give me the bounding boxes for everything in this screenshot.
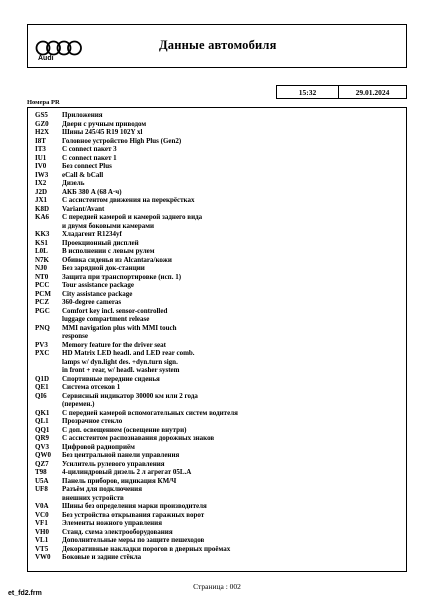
table-row bbox=[28, 553, 406, 562]
table-row bbox=[28, 145, 406, 154]
pr-code: QV3 bbox=[35, 442, 49, 451]
pr-code: K8D bbox=[35, 204, 49, 213]
pr-code: T98 bbox=[35, 468, 47, 476]
pr-description: АКБ 380 A (68 A·ч) bbox=[62, 187, 122, 196]
pr-description: lamps w/ dyn.light des. +dyn.turn sign. bbox=[62, 357, 178, 366]
time-cell: 15:32 bbox=[277, 86, 339, 98]
table-row bbox=[28, 332, 406, 341]
pr-description: Comfort key incl. sensor-controlled bbox=[62, 306, 168, 315]
table-row bbox=[28, 264, 406, 273]
timestamp-row bbox=[276, 85, 407, 99]
pr-description: Система отсеков 1 bbox=[62, 383, 121, 391]
table-row bbox=[28, 222, 406, 231]
pr-code: I8T bbox=[35, 136, 46, 145]
pr-description: HD Matrix LED headl. and LED rear comb. bbox=[62, 349, 195, 357]
pr-description: Memory feature for the driver seat bbox=[62, 340, 166, 349]
pr-description: C connect пакет 1 bbox=[62, 153, 117, 162]
table-row bbox=[28, 400, 406, 409]
pr-description: Панель приборов, индикация КМ/Ч bbox=[62, 476, 177, 485]
document-header bbox=[27, 24, 407, 68]
pr-description: Головное устройство High Plus (Gen2) bbox=[62, 136, 182, 145]
table-row bbox=[28, 213, 406, 222]
pr-code: IT3 bbox=[35, 145, 46, 153]
pr-description: С передней камерой и камерой заднего вида bbox=[62, 213, 203, 221]
pr-code: VW0 bbox=[35, 553, 51, 561]
pr-code: QQ1 bbox=[35, 425, 50, 434]
table-row bbox=[28, 494, 406, 503]
table-row bbox=[28, 528, 406, 537]
table-row bbox=[28, 171, 406, 180]
table-row bbox=[28, 434, 406, 443]
pr-code: GZ0 bbox=[35, 119, 49, 128]
table-row bbox=[28, 375, 406, 384]
form-file-name: et_fd2.frm bbox=[8, 590, 42, 597]
table-row bbox=[28, 536, 406, 545]
table-row bbox=[28, 298, 406, 307]
logo-wordmark: Audi bbox=[38, 55, 54, 62]
pr-description: Шины без определения марки производителя bbox=[62, 502, 207, 510]
pr-code: UF8 bbox=[35, 485, 48, 493]
date-cell: 29.01.2024 bbox=[355, 87, 390, 97]
pr-description: Разъём для подключения bbox=[62, 485, 143, 493]
pr-code: IX2 bbox=[35, 179, 47, 187]
table-row bbox=[28, 290, 406, 299]
pr-code: PGC bbox=[35, 306, 50, 315]
pr-code: IV0 bbox=[35, 162, 47, 170]
section-label: Номера PR bbox=[27, 99, 60, 106]
table-row bbox=[28, 281, 406, 290]
table-row bbox=[28, 519, 406, 528]
pr-code bbox=[28, 494, 62, 503]
table-row bbox=[28, 179, 406, 188]
table-row bbox=[28, 417, 406, 426]
pr-code: PV3 bbox=[35, 340, 48, 349]
table-row bbox=[28, 545, 406, 554]
table-row bbox=[28, 477, 406, 486]
pr-code: QE1 bbox=[35, 383, 49, 391]
pr-description: Без центральной панели управления bbox=[62, 451, 180, 459]
table-row bbox=[28, 154, 406, 163]
pr-description: MMI navigation plus with MMI touch bbox=[62, 323, 177, 332]
pr-description: Спортивные передние сиденья bbox=[62, 374, 160, 383]
table-row bbox=[28, 307, 406, 316]
pr-code: PCC bbox=[35, 281, 50, 289]
pr-code: IU1 bbox=[35, 153, 47, 162]
pr-code: KA6 bbox=[35, 213, 49, 221]
table-row bbox=[28, 409, 406, 418]
pr-description: Tour assistance package bbox=[62, 281, 134, 289]
page-number: Страница : 002 bbox=[193, 582, 241, 591]
table-row bbox=[28, 162, 406, 171]
pr-code: PNQ bbox=[35, 323, 50, 332]
pr-description: Без connect Plus bbox=[62, 162, 112, 170]
pr-code: QW0 bbox=[35, 451, 51, 459]
pr-code: H2X bbox=[35, 128, 49, 136]
pr-code: GS5 bbox=[35, 111, 48, 119]
pr-description: С передней камерой вспомогательных систем водителя bbox=[62, 408, 238, 417]
pr-description: внешних устройств bbox=[62, 493, 124, 502]
table-row bbox=[28, 315, 406, 324]
pr-code bbox=[28, 358, 62, 367]
pr-code bbox=[28, 315, 62, 324]
pr-description: С доп. освещением (освещение внутри) bbox=[62, 425, 187, 434]
pr-code bbox=[28, 222, 62, 231]
table-row bbox=[28, 137, 406, 146]
pr-code: VC0 bbox=[35, 510, 49, 519]
pr-code: QL1 bbox=[35, 417, 49, 425]
pr-description: Проекционный дисплей bbox=[62, 238, 139, 247]
pr-codes-table bbox=[27, 107, 407, 572]
pr-code: N7K bbox=[35, 255, 49, 264]
pr-code: U5A bbox=[35, 476, 49, 485]
pr-description: in front + rear, w/ headl. washer system bbox=[62, 366, 180, 374]
table-row bbox=[28, 273, 406, 282]
table-row bbox=[28, 383, 406, 392]
table-row bbox=[28, 451, 406, 460]
table-row bbox=[28, 205, 406, 214]
table-row bbox=[28, 349, 406, 358]
pr-description: Двери с ручным приводом bbox=[62, 119, 147, 128]
pr-code: PXC bbox=[35, 349, 50, 357]
table-row bbox=[28, 111, 406, 120]
pr-code: J2D bbox=[35, 187, 48, 196]
table-row bbox=[28, 230, 406, 239]
pr-code bbox=[28, 366, 62, 375]
table-row bbox=[28, 256, 406, 265]
pr-description: Variant/Avant bbox=[62, 204, 105, 213]
pr-code bbox=[28, 332, 62, 341]
pr-description: luggage compartment release bbox=[62, 315, 150, 323]
pr-code bbox=[28, 400, 62, 409]
pr-code: VH0 bbox=[35, 527, 49, 536]
pr-code: PCM bbox=[35, 289, 51, 298]
pr-code: KK3 bbox=[35, 230, 50, 238]
pr-code: QR9 bbox=[35, 434, 49, 442]
pr-description: и двумя боковыми камерами bbox=[62, 221, 155, 230]
pr-code: V0A bbox=[35, 502, 49, 510]
table-row bbox=[28, 426, 406, 435]
document-title: Данные автомобиля bbox=[159, 38, 277, 52]
pr-code: VL1 bbox=[35, 536, 49, 544]
table-row bbox=[28, 468, 406, 477]
pr-description: City assistance package bbox=[62, 289, 133, 298]
pr-description: (перемен.) bbox=[62, 400, 95, 408]
table-row bbox=[28, 341, 406, 350]
pr-code: QZ7 bbox=[35, 459, 49, 468]
pr-description: Цифровой радиоприём bbox=[62, 442, 135, 451]
pr-description: 4-цилиндровый дизель 2 л агрегат 05L.A bbox=[62, 468, 192, 476]
pr-description: Без зарядной док-станции bbox=[62, 264, 145, 272]
pr-description: Боковые и задние стёкла bbox=[62, 553, 142, 561]
pr-code: Q1D bbox=[35, 374, 49, 383]
table-row bbox=[28, 120, 406, 129]
pr-description: Хладагент R1234yf bbox=[62, 230, 122, 238]
pr-description: В исполнении с левым рулем bbox=[62, 247, 155, 255]
table-row bbox=[28, 485, 406, 494]
pr-code: NJ0 bbox=[35, 264, 48, 272]
pr-description: Без устройства открывания гаражных ворот bbox=[62, 510, 205, 519]
table-row bbox=[28, 392, 406, 401]
pr-code: JX1 bbox=[35, 196, 48, 204]
pr-description: Декоративные накладки порогов в дверных проёмах bbox=[62, 544, 231, 553]
pr-description: eCall & bCall bbox=[62, 170, 104, 179]
table-row bbox=[28, 358, 406, 367]
table-row bbox=[28, 247, 406, 256]
pr-codes-list bbox=[28, 111, 406, 562]
pr-description: Сервисный индикатор 30000 км или 2 года bbox=[62, 391, 198, 400]
pr-code: VT5 bbox=[35, 544, 49, 553]
table-row bbox=[28, 460, 406, 469]
table-row bbox=[28, 196, 406, 205]
table-row bbox=[28, 443, 406, 452]
pr-code: QI6 bbox=[35, 391, 47, 400]
table-row bbox=[28, 502, 406, 511]
pr-description: Станд. схема электрооборудования bbox=[62, 527, 173, 536]
pr-description: C connect пакет 3 bbox=[62, 145, 117, 153]
pr-description: С ассистентом распознавания дорожных знаков bbox=[62, 434, 215, 442]
table-row bbox=[28, 324, 406, 333]
pr-description: Дополнительные меры по защите пешеходов bbox=[62, 536, 205, 544]
pr-description: 360-degree cameras bbox=[62, 298, 122, 306]
pr-code: L0L bbox=[35, 247, 48, 255]
pr-description: Шины 245/45 R19 102Y xl bbox=[62, 128, 143, 136]
pr-code: VF1 bbox=[35, 519, 48, 527]
pr-description: С ассистентом движения на перекрёстках bbox=[62, 196, 195, 204]
pr-description: Защита при транспортировке (исп. 1) bbox=[62, 272, 182, 281]
table-row bbox=[28, 128, 406, 137]
pr-description: Дизель bbox=[62, 179, 85, 187]
pr-code: IW3 bbox=[35, 170, 49, 179]
pr-description: Прозрачное стекло bbox=[62, 417, 123, 425]
pr-description: Приложения bbox=[62, 111, 103, 119]
pr-description: Обивка сиденья из Alcantara/кожи bbox=[62, 255, 172, 264]
pr-code: PCZ bbox=[35, 298, 49, 306]
pr-description: response bbox=[62, 332, 88, 340]
table-row bbox=[28, 239, 406, 248]
pr-code: KS1 bbox=[35, 238, 48, 247]
pr-code: QK1 bbox=[35, 408, 50, 417]
table-row bbox=[28, 188, 406, 197]
table-row bbox=[28, 511, 406, 520]
pr-description: Усилитель рулевого управления bbox=[62, 459, 165, 468]
pr-description: Элементы ножного управления bbox=[62, 519, 162, 527]
pr-code: NT0 bbox=[35, 272, 49, 281]
table-row bbox=[28, 366, 406, 375]
